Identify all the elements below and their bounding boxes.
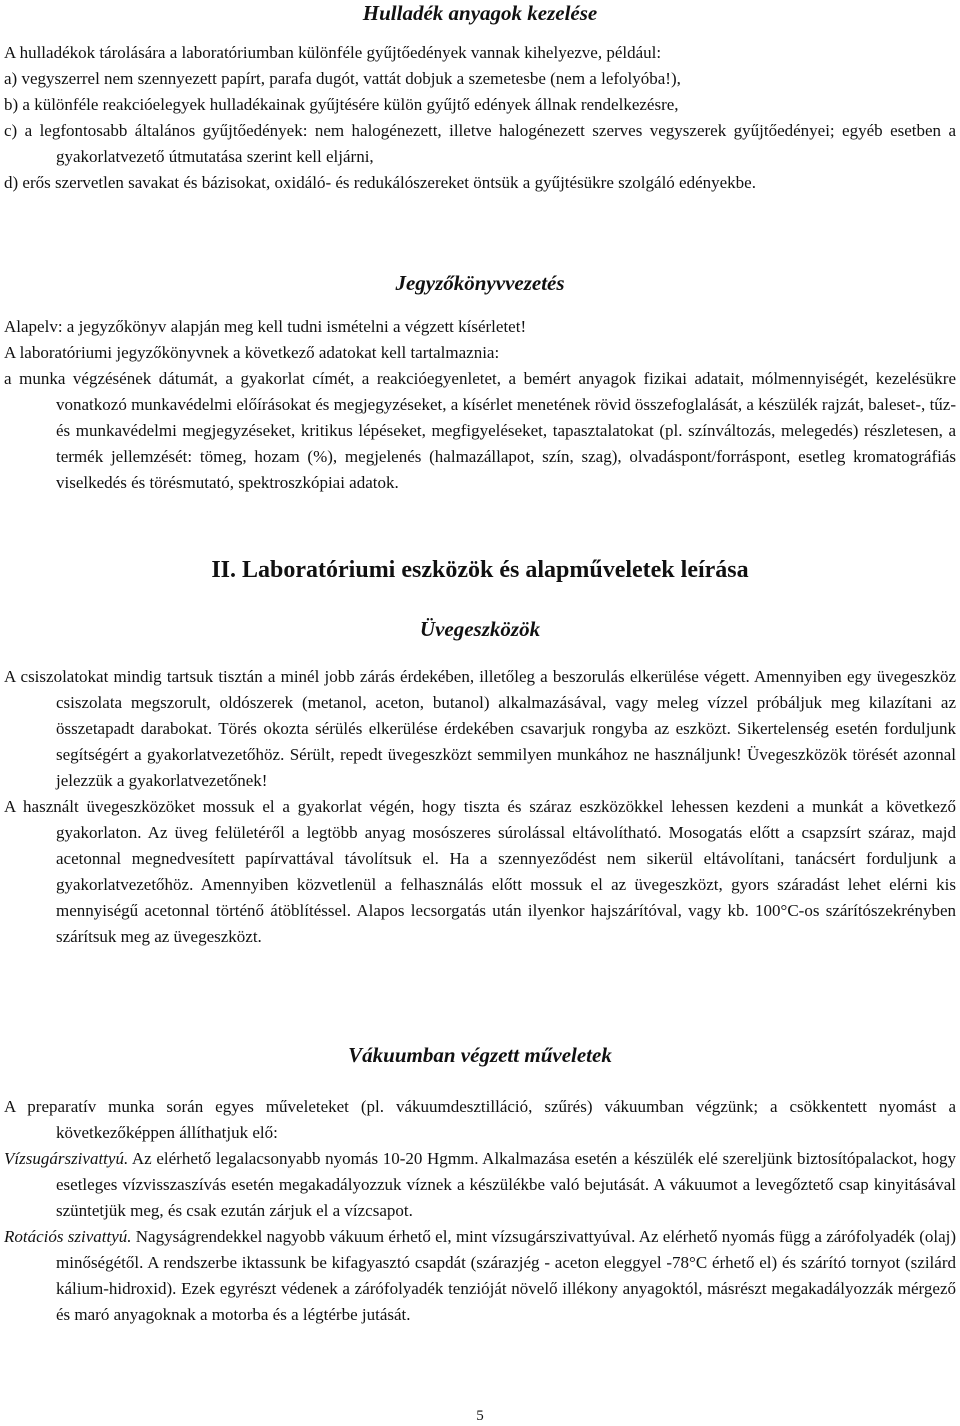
page-number: 5	[476, 1408, 484, 1424]
chapter-title: II. Laboratóriumi eszközök és alapműveletek leírása	[211, 557, 749, 583]
waste-title: Hulladék anyagok kezelése	[362, 1, 598, 25]
waste-item-d: d) erős szervetlen savakat és bázisokat, oxidáló- és redukálószereket öntsük a gyűjtésükre szolgáló edényekbe.	[4, 173, 756, 192]
records-title: Jegyzőkönyvvezetés	[395, 271, 565, 295]
vacuum-intro: A preparatív munka során egyes műveleteket (pl. vákuumdesztilláció, szűrés) vákuumban végzünk; a csökkentett nyomást a következőképpen állíthatjuk elő:	[4, 1097, 956, 1142]
water-pump-paragraph	[4, 1146, 956, 1224]
waste-section	[4, 40, 956, 196]
records-body: a munka végzésének dátumát, a gyakorlat címét, a reakcióegyenletet, a bemért anyagok fizikai adatait, mólmennyiségét, kezelésükre vonatkozó munkavédelmi előírásokat és megjegyzéseket, a kísérlet menetének rövid összefoglalását, a készülék rajzát, baleset-, tűz- és munkavédelmi megjegyzéseket, kritikus lépéseket, megfigyeléseket, tapasztalatokat (pl. színváltozás, melegedés) részletesen, a termék jellemzését: tömeg, hozam (%), megjelenés (halmazállapot, szín, szag), olvadáspont/forráspont, esetleg kromatográfiás viselkedés és törésmutató, spektroszkópiai adatok.	[4, 369, 956, 492]
waste-intro: A hulladékok tárolására a laboratóriumban különféle gyűjtőedények vannak kihelyezve, például:	[4, 43, 662, 62]
records-section	[4, 314, 956, 496]
vacuum-title: Vákuumban végzett műveletek	[348, 1043, 612, 1067]
rotary-pump-text: Nagyságrendekkel nagyobb vákuum érhető el, mint vízsugárszivattyúval. Az elérhető nyomás függ a zárófolyadék (olaj) minőségétől. A rendszerbe iktassunk be kifagyasztó csapdát (szárazjég - aceton eleggyel -78°C érhető el) és szárító tornyot (szilárd kálium-hidroxid). Ezek egyrészt védenek a zárófolyadék tenzióját növelő illékony anyagoktól, másrészt megakadályozzák mérgező és maró anyagoknak a motorba és a légtérbe jutását.	[56, 1227, 957, 1324]
water-pump-text: Az elérhető legalacsonyabb nyomás 10-20 Hgmm. Alkalmazása esetén a készülék elé szereljünk biztosítópalackot, hogy esetleges vízvisszaszívás esetén megakadályozzuk víznek a készülékbe való bejutását. A vákuumot a levegőztető csap kinyitásával szüntetjük meg, és csak ezután zárjuk el a vízcsapot.	[56, 1149, 956, 1220]
records-principle: Alapelv: a jegyzőkönyv alapján meg kell tudni ismételni a végzett kísérletet!	[4, 317, 527, 336]
records-lead: A laboratóriumi jegyzőkönyvnek a következő adatokat kell tartalmaznia:	[4, 343, 500, 362]
rotary-pump-paragraph	[4, 1224, 956, 1328]
water-pump-term: Vízsugárszivattyú.	[4, 1149, 129, 1168]
waste-item-a: a) vegyszerrel nem szennyezett papírt, parafa dugót, vattát dobjuk a szemetesbe (nem a lefolyóba!),	[4, 69, 681, 88]
glassware-section	[4, 664, 956, 950]
glassware-title: Üvegeszközök	[419, 617, 541, 641]
waste-item-c: c) a legfontosabb általános gyűjtőedények: nem halogénezett, illetve halogénezett szerves vegyszerek gyűjtőedényei; egyéb esetben a gyakorlatvezető útmutatása szerint kell eljárni,	[4, 121, 956, 166]
glassware-paragraph-2: A használt üvegeszközöket mossuk el a gyakorlat végén, hogy tiszta és száraz eszközökkel lehessen kezdeni a munkát a következő gyakorlaton. Az üveg felületéről a legtöbb anyag mosószeres súrolással eltávolítható. Mosogatás előtt a csapzsírt száraz, majd acetonnal megnedvesített papírvattával távolítsuk el. Ha a szennyeződést nem sikerül eltávolítani, tanácsért forduljunk a gyakorlatvezetőhöz. Amennyiben közvetlenül a felhasználás előtt mossuk el az üvegeszközt, gyors száradást lehet elérni kis mennyiségű acetonnal történő átöblítéssel. Alapos lecsorgatás után ilyenkor hajszárítóval, vagy kb. 100°C-os szárítószekrényben szárítsuk meg az üvegeszközt.	[4, 797, 956, 946]
vacuum-section	[4, 1094, 956, 1328]
rotary-pump-term: Rotációs szivattyú.	[4, 1227, 132, 1246]
waste-item-b: b) a különféle reakcióelegyek hulladékainak gyűjtésére külön gyűjtő edények állnak rendelkezésre,	[4, 95, 679, 114]
glassware-paragraph-1: A csiszolatokat mindig tartsuk tisztán a minél jobb zárás érdekében, illetőleg a beszorulás elkerülése végett. Amennyiben egy üvegeszköz csiszolata megszorult, oldószerek (metanol, aceton, butanol) alkalmazásával, vagy meleg vízzel próbáljuk meg kilazítani az összetapadt darabokat. Törés okozta sérülés elkerülése érdekében csavarjuk rongyba az eszközt. Sikertelenség esetén forduljunk segítségért a gyakorlatvezetőhöz. Sérült, repedt üvegeszközt semmilyen munkához ne használjunk! Üvegeszközök törését azonnal jelezzük a gyakorlatvezetőnek!	[4, 667, 956, 790]
